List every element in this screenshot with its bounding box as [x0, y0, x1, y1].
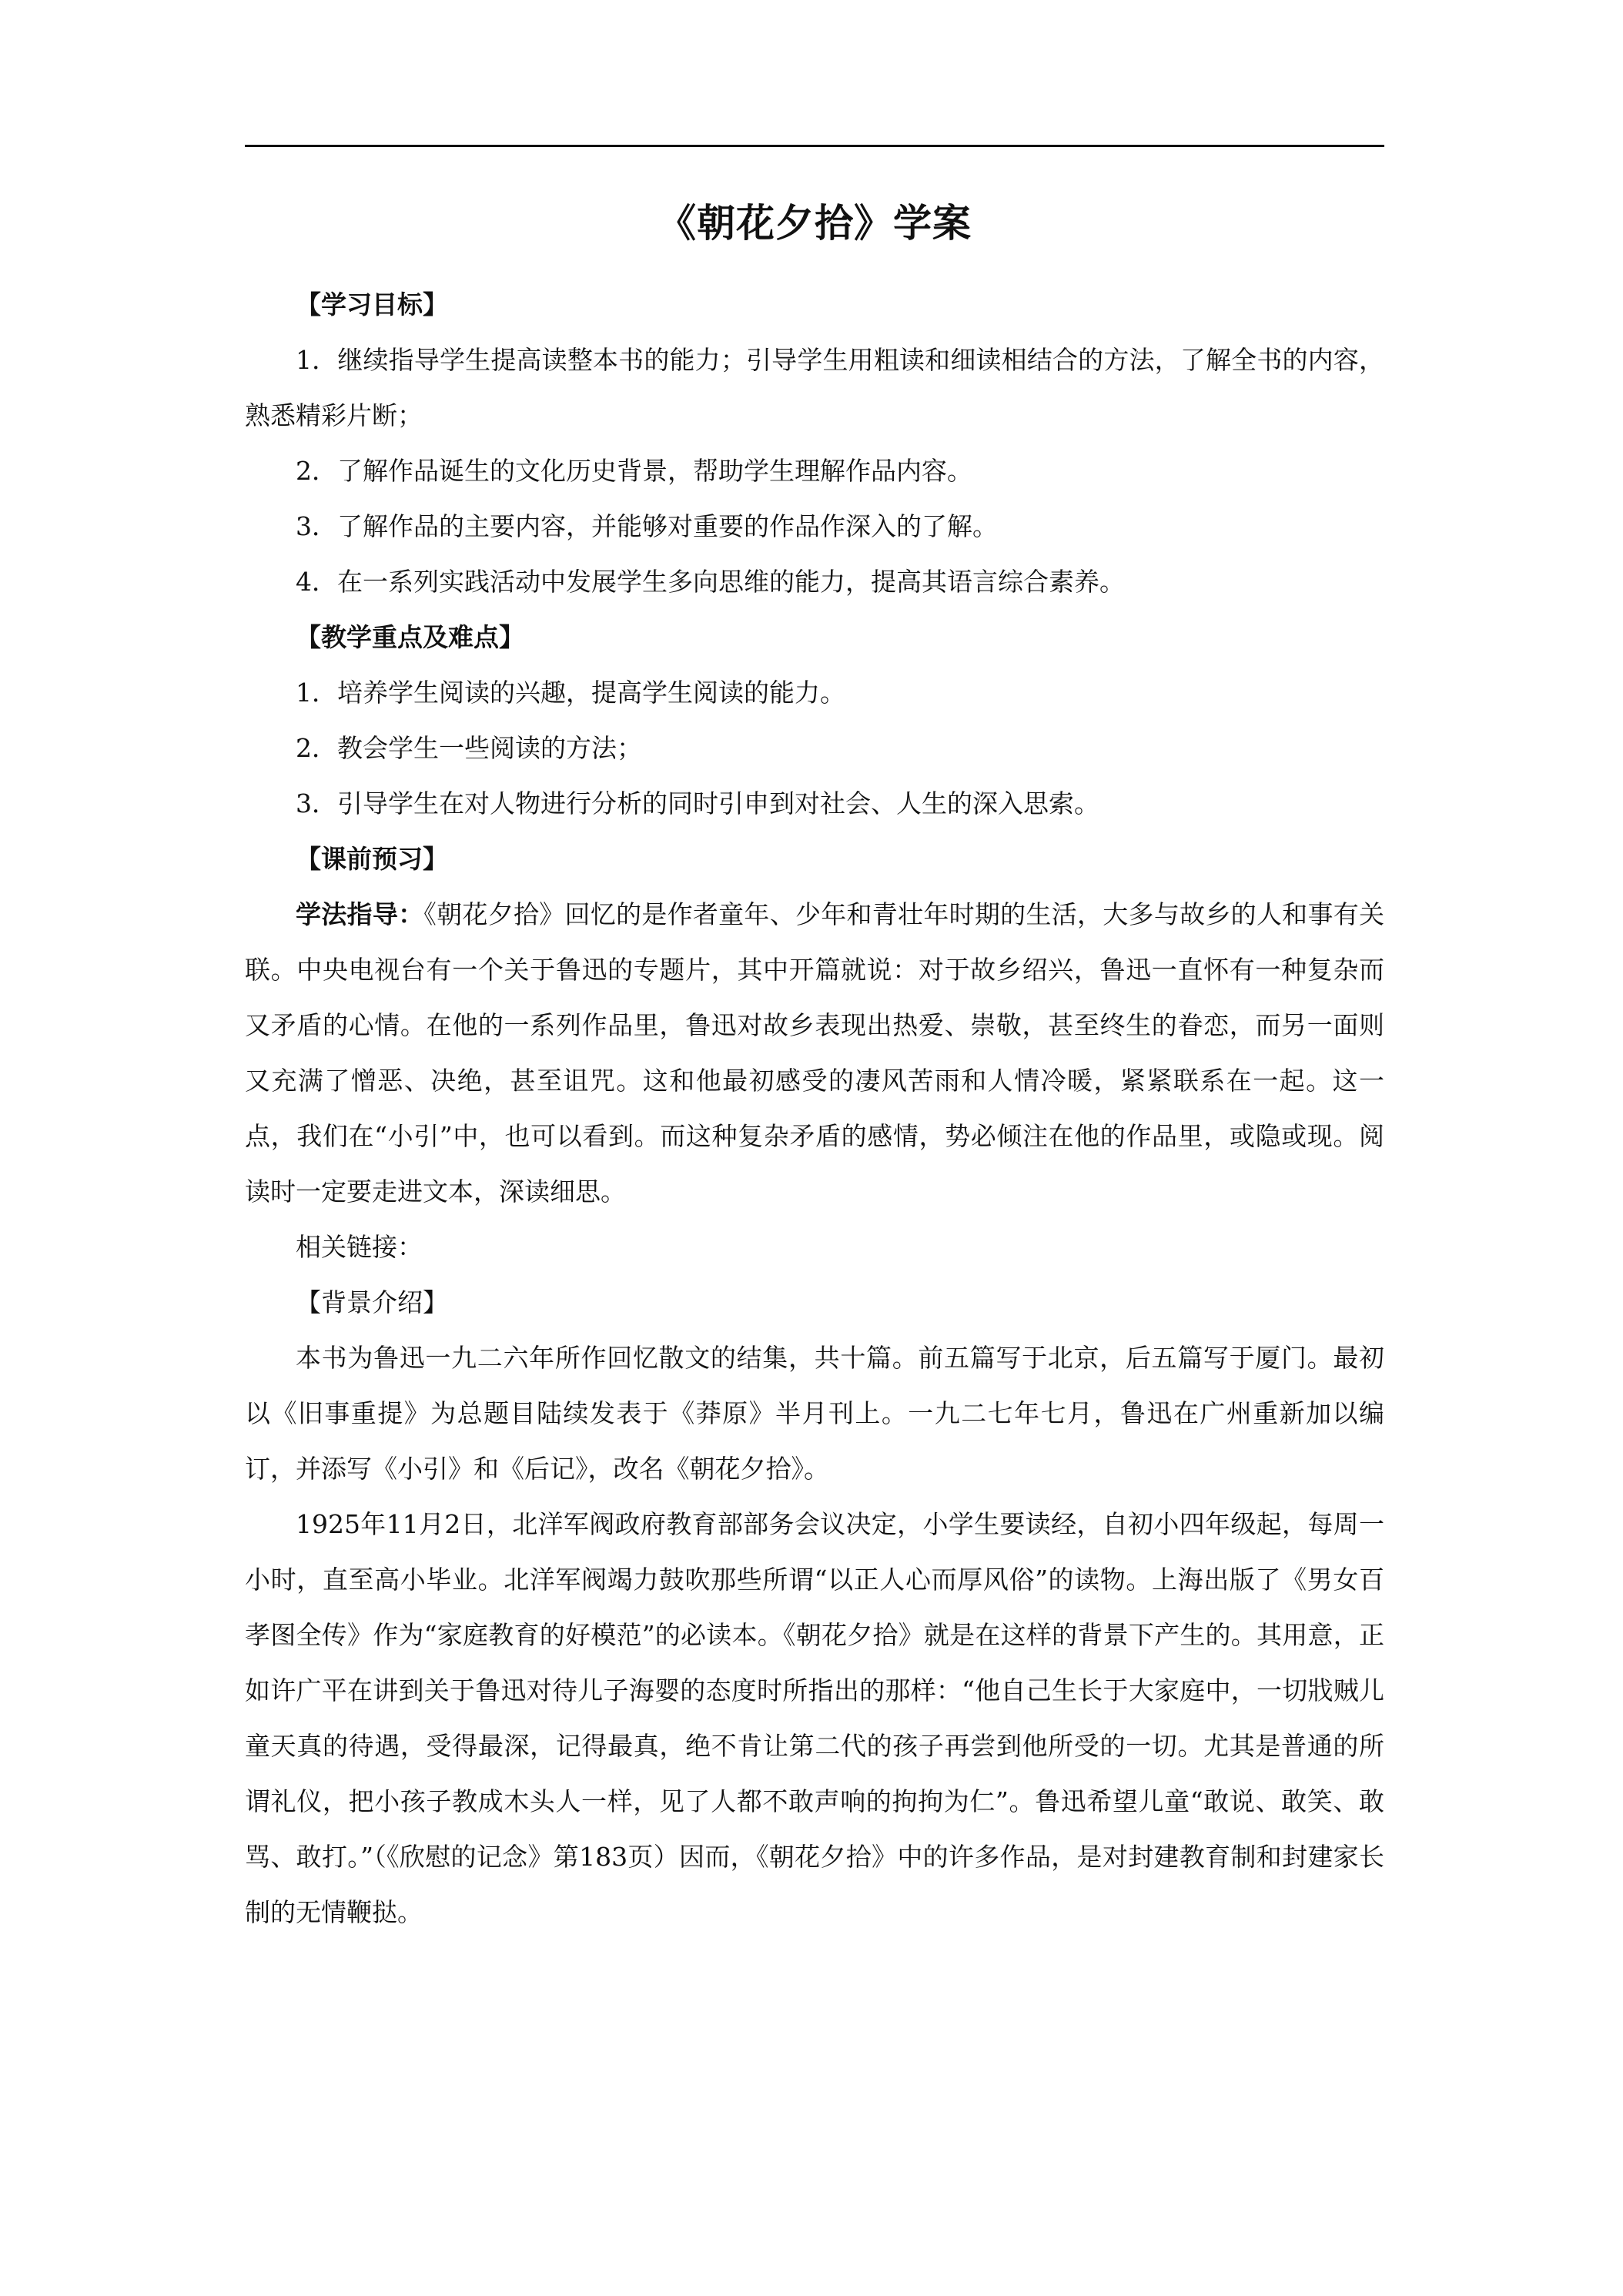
study-guide-paragraph [245, 887, 1384, 1220]
key-point-item: 3．引导学生在对人物进行分析的同时引申到对社会、人生的深入思索。 [296, 788, 1099, 818]
related-links-label: 相关链接： [296, 1232, 423, 1262]
section-heading-objectives: 【学习目标】 [296, 290, 448, 320]
study-guide-text: 《朝花夕拾》回忆的是作者童年、少年和青壮年时期的生活，大多与故乡的人和事有关联。中央电视台有一个关于鲁迅的专题片，其中开篇就说：对于故乡绍兴，鲁迅一直怀有一种复杂而又矛盾的心情。在他的一系列作品里，鲁迅对故乡表现出热爱、崇敬，甚至终生的眷恋，而另一面则又充满了憎恶、决绝，甚至诅咒。这和他最初感受的凄风苦雨和人情冷暖，紧紧联系在一起。这一点，我们在“小引”中，也可以看到。而这种复杂矛盾的感情，势必倾注在他的作品里，或隐或现。阅读时一定要走进文本，深读细思。 [245, 899, 1385, 1207]
key-point-item: 2．教会学生一些阅读的方法； [296, 733, 642, 763]
objective-item: 4．在一系列实践活动中发展学生多向思维的能力，提高其语言综合素养。 [296, 567, 1125, 597]
section-heading-key-points: 【教学重点及难点】 [296, 622, 524, 652]
objective-item: 1．继续指导学生提高读整本书的能力；引导学生用粗读和细读相结合的方法，了解全书的内容，熟悉精彩片断； [245, 345, 1384, 430]
key-point-item: 1．培养学生阅读的兴趣，提高学生阅读的能力。 [296, 678, 845, 708]
header-rule [245, 145, 1384, 147]
objective-item: 2．了解作品诞生的文化历史背景，帮助学生理解作品内容。 [296, 456, 972, 486]
background-paragraph: 本书为鲁迅一九二六年所作回忆散文的结集，共十篇。前五篇写于北京，后五篇写于厦门。最初以《旧事重提》为总题目陆续发表于《莽原》半月刊上。一九二七年七月，鲁迅在广州重新加以编订，并添写《小引》和《后记》，改名《朝花夕拾》。 [245, 1343, 1384, 1484]
section-heading-preview: 【课前预习】 [296, 844, 448, 874]
background-heading: 【背景介绍】 [296, 1287, 448, 1317]
study-guide-label: 学法指导： [296, 899, 424, 929]
background-paragraph: 1925年11月2日，北洋军阀政府教育部部务会议决定，小学生要读经，自初小四年级起，每周一小时，直至高小毕业。北洋军阀竭力鼓吹那些所谓“以正人心而厚风俗”的读物。上海出版了《男女百孝图全传》作为“家庭教育的好模范”的必读本。《朝花夕拾》就是在这样的背景下产生的。其用意，正如许广平在讲到关于鲁迅对待儿子海婴的态度时所指出的那样：“他自己生长于大家庭中，一切戕贼儿童天真的待遇，受得最深，记得最真，绝不肯让第二代的孩子再尝到他所受的一切。尤其是普通的所谓礼仪，把小孩子教成木头人一样，见了人都不敢声响的拘拘为仁”。鲁迅希望儿童“敢说、敢笑、敢骂、敢打。”（《欣慰的记念》第183页）因而，《朝花夕拾》中的许多作品，是对封建教育制和封建家长制的无情鞭挞。 [245, 1509, 1384, 1927]
document-body [245, 277, 1384, 1940]
page-title: 《朝花夕拾》学案 [658, 200, 972, 246]
objective-item: 3．了解作品的主要内容，并能够对重要的作品作深入的了解。 [296, 511, 998, 541]
